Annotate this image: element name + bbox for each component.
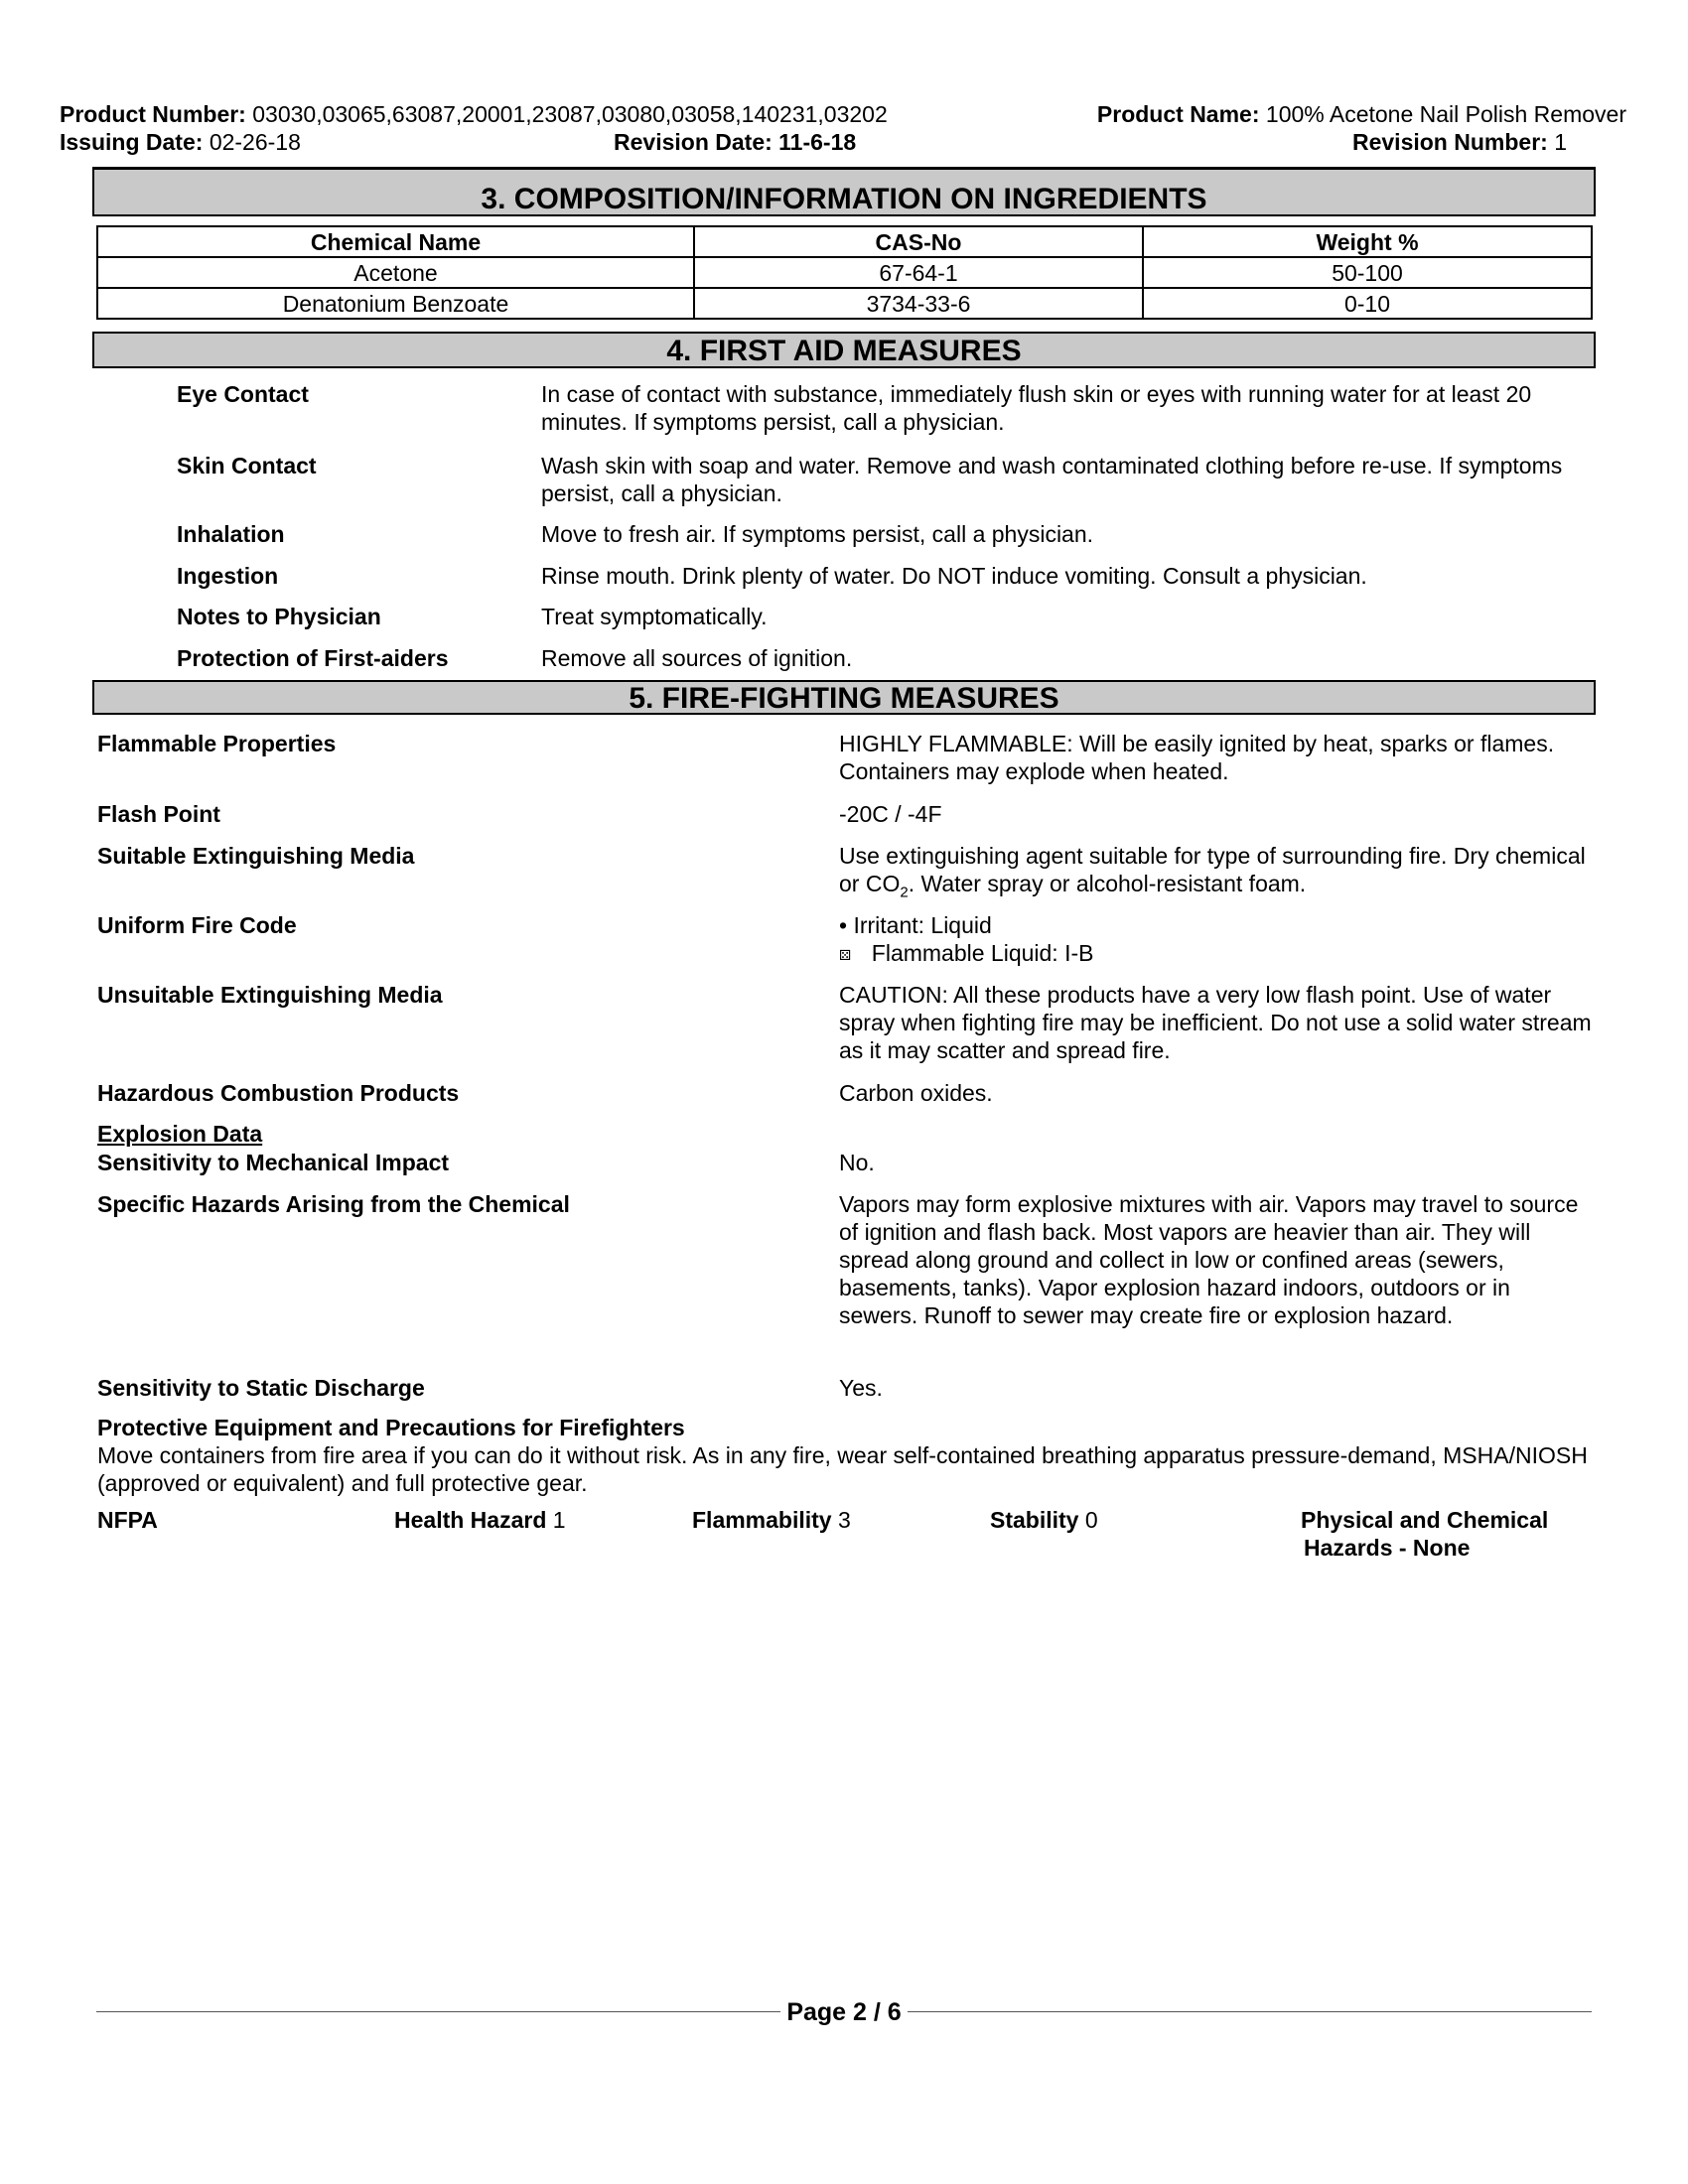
section-4-title: 4. FIRST AID MEASURES	[92, 332, 1596, 368]
cell-cas-no: 3734-33-6	[694, 288, 1143, 319]
column-header-weight: Weight %	[1143, 226, 1592, 257]
nfpa-physical-chemical	[1301, 1506, 1548, 1562]
table-row	[97, 257, 1592, 288]
health-hazard-label: Health Hazard	[394, 1507, 547, 1533]
physical-chemical-line-2: Hazards - None	[1304, 1535, 1471, 1561]
protective-equipment-text: Move containers from fire area if you can do it without risk. As in any fire, wear self-contained breathing apparatus pressure-demand, MSHA/NIOSH (approved or equivalent) and full protective gear.	[97, 1442, 1588, 1496]
ingestion-text: Rinse mouth. Drink plenty of water. Do NOT induce vomiting. Consult a physician.	[541, 563, 1367, 589]
flash-point-text: -20C / -4F	[839, 801, 942, 827]
flammability-label: Flammability	[692, 1507, 832, 1533]
revision-date-value: 11-6-18	[778, 129, 857, 155]
column-header-chemical-name: Chemical Name	[97, 226, 694, 257]
ufc-irritant: • Irritant: Liquid	[839, 912, 992, 938]
suitable-media-text-1: Use extinguishing agent suitable for type of surrounding fire. Dry chemical or CO	[839, 843, 1586, 896]
nfpa-stability	[990, 1506, 1098, 1534]
flammable-liquid-icon: ⚄	[839, 946, 852, 963]
physical-chemical-line-1: Physical and Chemical	[1301, 1507, 1549, 1533]
specific-hazards-label: Specific Hazards Arising from the Chemical	[97, 1191, 570, 1217]
skin-contact-label: Skin Contact	[177, 453, 317, 478]
eye-contact-label: Eye Contact	[177, 381, 309, 407]
section-5-title: 5. FIRE-FIGHTING MEASURES	[92, 680, 1596, 715]
suitable-media-text	[839, 842, 1594, 907]
protection-first-aiders-label: Protection of First-aiders	[177, 645, 449, 671]
ufc-flammable-liquid: Flammable Liquid: I-B	[871, 940, 1094, 966]
uniform-fire-code-text	[839, 911, 1594, 969]
ufc-flammable-row	[839, 939, 1594, 969]
protection-first-aiders-text: Remove all sources of ignition.	[541, 645, 853, 671]
nfpa-flammability	[692, 1506, 851, 1534]
unsuitable-media-text: CAUTION: All these products have a very low flash point. Use of water spray when fighting fire may be inefficient. Do not use a solid water stream as it may scatter and spread fire.	[839, 982, 1592, 1063]
cell-weight: 50-100	[1143, 257, 1592, 288]
flammable-properties-text: HIGHLY FLAMMABLE: Will be easily ignited by heat, sparks or flames. Containers may explode when heated.	[839, 731, 1555, 784]
unsuitable-media-label: Unsuitable Extinguishing Media	[97, 982, 443, 1008]
product-name	[1097, 100, 1626, 128]
stability-value: 0	[1084, 1507, 1098, 1533]
ingredients-table	[96, 225, 1593, 320]
skin-contact-text: Wash skin with soap and water. Remove and wash contaminated clothing before re-use. If symptoms persist, call a physician.	[541, 453, 1563, 506]
health-hazard-value: 1	[552, 1507, 566, 1533]
revision-date	[614, 128, 856, 156]
issuing-date-label: Issuing Date:	[60, 129, 204, 155]
protective-equipment-label: Protective Equipment and Precautions for Firefighters	[97, 1415, 685, 1440]
issuing-date	[60, 128, 301, 156]
nfpa-label: NFPA	[97, 1507, 158, 1533]
column-header-cas-no: CAS-No	[694, 226, 1143, 257]
notes-to-physician-text: Treat symptomatically.	[541, 604, 768, 629]
explosion-data-heading: Explosion Data	[97, 1121, 263, 1147]
cell-chemical-name: Denatonium Benzoate	[97, 288, 694, 319]
table-header-row	[97, 226, 1592, 257]
static-discharge-label: Sensitivity to Static Discharge	[97, 1375, 425, 1401]
product-number-value: 03030,03065,63087,20001,23087,03080,03058,140231,03202	[252, 101, 888, 127]
hazardous-combustion-label: Hazardous Combustion Products	[97, 1080, 460, 1106]
suitable-media-label: Suitable Extinguishing Media	[97, 843, 415, 869]
stability-label: Stability	[990, 1507, 1079, 1533]
issuing-date-value: 02-26-18	[209, 129, 301, 155]
revision-date-label: Revision Date:	[614, 129, 773, 155]
eye-contact-text: In case of contact with substance, immediately flush skin or eyes with running water for at least 20 minutes. If symptoms persist, call a physician.	[541, 381, 1532, 435]
product-number	[60, 100, 888, 128]
hazardous-combustion-text: Carbon oxides.	[839, 1080, 993, 1106]
inhalation-text: Move to fresh air. If symptoms persist, call a physician.	[541, 521, 1094, 547]
co2-subscript: 2	[900, 884, 909, 901]
specific-hazards-text: Vapors may form explosive mixtures with air. Vapors may travel to source of ignition and flash back. Most vapors are heavier than air. They will spread along ground and collect in low or confined areas (sewers, basements, tanks). Vapor explosion hazard indoors, outdoors or in sewers. Runoff to sewer may create fire or explosion hazard.	[839, 1191, 1579, 1328]
notes-to-physician-label: Notes to Physician	[177, 604, 381, 629]
section-3-title: 3. COMPOSITION/INFORMATION ON INGREDIENTS	[92, 167, 1596, 216]
static-discharge-text: Yes.	[839, 1375, 883, 1401]
revision-number-label: Revision Number:	[1351, 129, 1548, 155]
page-number	[0, 1997, 1688, 2027]
page-number-text: Page 2 / 6	[780, 1998, 907, 2026]
table-row	[97, 288, 1592, 319]
mechanical-impact-text: No.	[839, 1150, 875, 1175]
flammable-properties-label: Flammable Properties	[97, 731, 337, 756]
nfpa-health	[394, 1506, 566, 1534]
ingestion-label: Ingestion	[177, 563, 279, 589]
suitable-media-text-2: . Water spray or alcohol-resistant foam.	[908, 871, 1307, 896]
revision-number-value: 1	[1554, 129, 1567, 155]
product-name-label: Product Name:	[1096, 101, 1260, 127]
flash-point-label: Flash Point	[97, 801, 220, 827]
cell-weight: 0-10	[1143, 288, 1592, 319]
cell-cas-no: 67-64-1	[694, 257, 1143, 288]
revision-number	[1352, 128, 1567, 156]
flammability-value: 3	[838, 1507, 851, 1533]
inhalation-label: Inhalation	[177, 521, 285, 547]
mechanical-impact-label: Sensitivity to Mechanical Impact	[97, 1150, 450, 1175]
product-number-label: Product Number:	[60, 101, 246, 127]
uniform-fire-code-label: Uniform Fire Code	[97, 912, 297, 938]
cell-chemical-name: Acetone	[97, 257, 694, 288]
product-name-value: 100% Acetone Nail Polish Remover	[1265, 101, 1626, 127]
